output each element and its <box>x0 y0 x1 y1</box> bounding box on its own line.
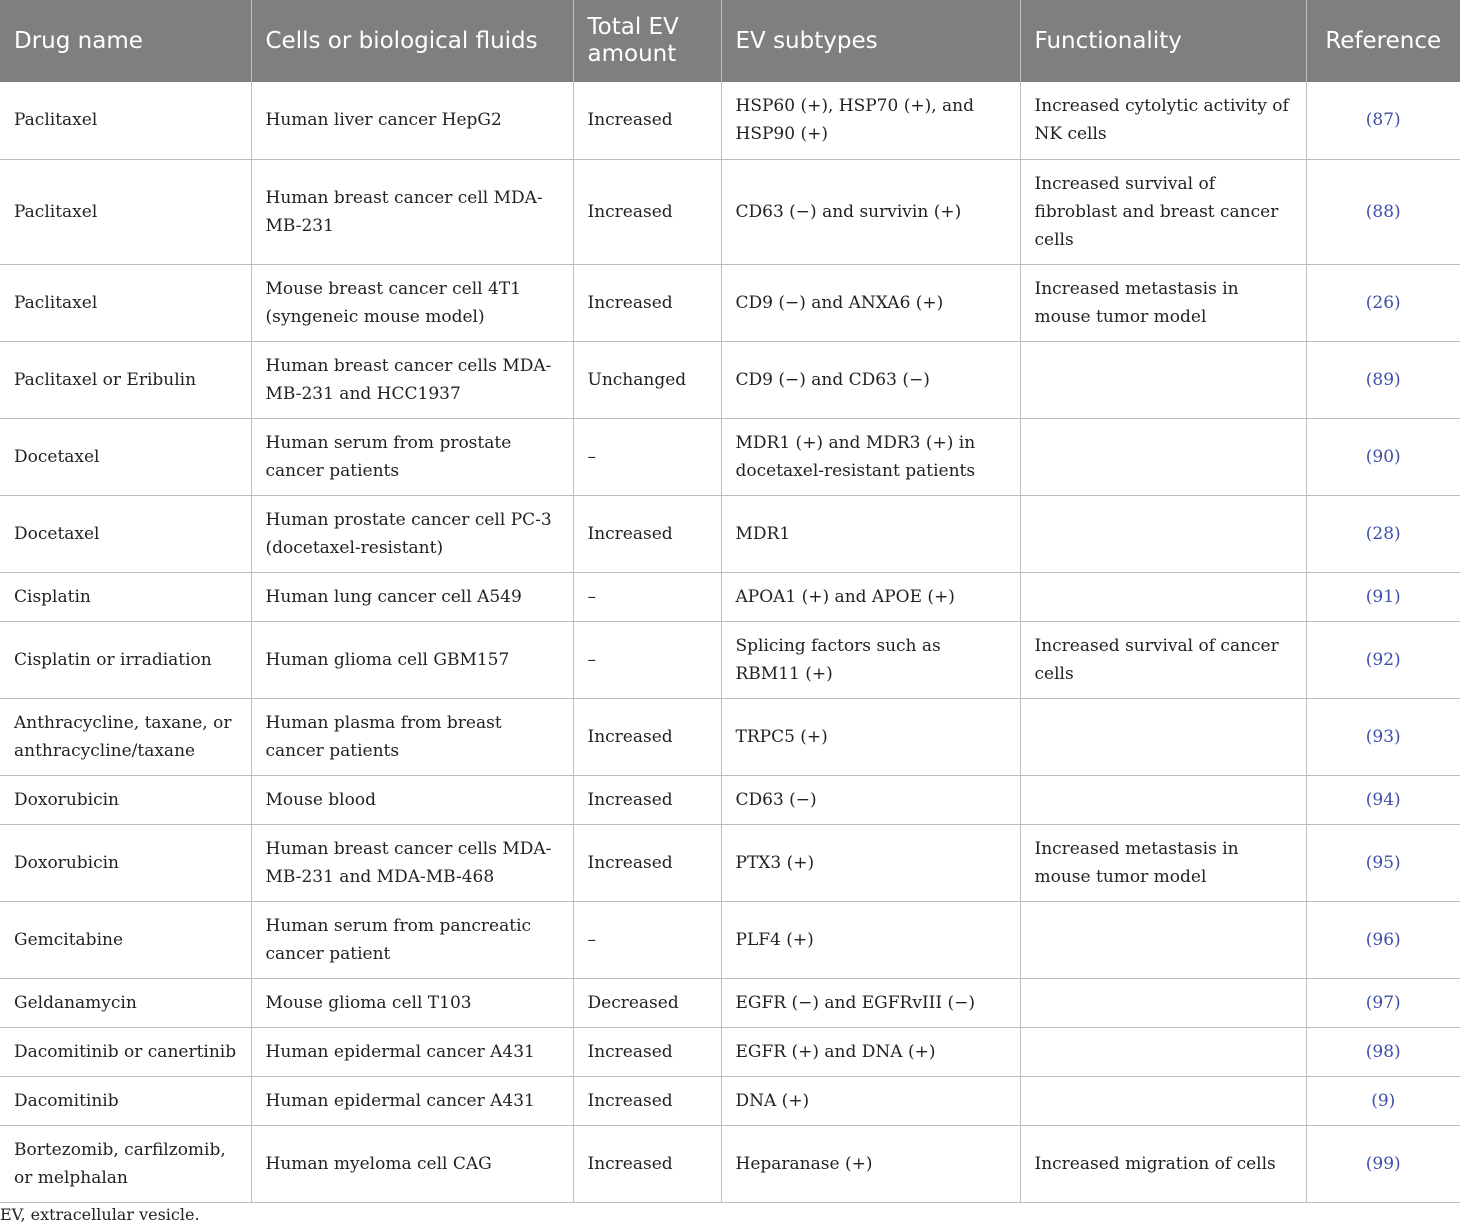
cell-ev-subtypes: EGFR (+) and DNA (+) <box>721 1027 1020 1076</box>
cell-total-ev-amount: Increased <box>573 824 721 901</box>
cell-functionality <box>1020 1076 1306 1125</box>
cell-total-ev-amount: – <box>573 621 721 698</box>
table-row <box>0 82 1460 159</box>
cell-cells-fluids: Human breast cancer cells MDA-MB-231 and HCC1937 <box>251 341 573 418</box>
cell-total-ev-amount: Increased <box>573 82 721 159</box>
cell-total-ev-amount: Increased <box>573 264 721 341</box>
cell-cells-fluids: Human liver cancer HepG2 <box>251 82 573 159</box>
cell-reference-link[interactable]: (26) <box>1306 264 1460 341</box>
cell-reference-link[interactable]: (9) <box>1306 1076 1460 1125</box>
cell-total-ev-amount: – <box>573 418 721 495</box>
cell-reference-link[interactable]: (90) <box>1306 418 1460 495</box>
cell-functionality <box>1020 775 1306 824</box>
table-row <box>0 418 1460 495</box>
cell-reference-link[interactable]: (92) <box>1306 621 1460 698</box>
cell-total-ev-amount: Increased <box>573 1125 721 1202</box>
table-row <box>0 824 1460 901</box>
table-row <box>0 1027 1460 1076</box>
table-row <box>0 159 1460 264</box>
cell-drug-name: Cisplatin <box>0 572 251 621</box>
cell-cells-fluids: Human glioma cell GBM157 <box>251 621 573 698</box>
cell-total-ev-amount: Increased <box>573 495 721 572</box>
header-reference: Reference <box>1306 0 1460 82</box>
cell-drug-name: Paclitaxel <box>0 82 251 159</box>
header-cells-fluids: Cells or biological fluids <box>251 0 573 82</box>
cell-functionality <box>1020 901 1306 978</box>
header-functionality: Functionality <box>1020 0 1306 82</box>
cell-total-ev-amount: Increased <box>573 159 721 264</box>
cell-reference-link[interactable]: (97) <box>1306 978 1460 1027</box>
cell-cells-fluids: Human myeloma cell CAG <box>251 1125 573 1202</box>
cell-ev-subtypes: CD63 (−) and survivin (+) <box>721 159 1020 264</box>
cell-drug-name: Docetaxel <box>0 495 251 572</box>
cell-drug-name: Geldanamycin <box>0 978 251 1027</box>
cell-functionality: Increased cytolytic activity of NK cells <box>1020 82 1306 159</box>
cell-functionality: Increased survival of fibroblast and breast cancer cells <box>1020 159 1306 264</box>
table-row <box>0 698 1460 775</box>
table-row <box>0 264 1460 341</box>
cell-cells-fluids: Mouse blood <box>251 775 573 824</box>
cell-cells-fluids: Human epidermal cancer A431 <box>251 1027 573 1076</box>
cell-total-ev-amount: – <box>573 572 721 621</box>
cell-total-ev-amount: – <box>573 901 721 978</box>
header-total-ev-amount: Total EV amount <box>573 0 721 82</box>
cell-ev-subtypes: Splicing factors such as RBM11 (+) <box>721 621 1020 698</box>
table-row <box>0 978 1460 1027</box>
cell-cells-fluids: Human serum from pancreatic cancer patient <box>251 901 573 978</box>
cell-drug-name: Dacomitinib <box>0 1076 251 1125</box>
cell-ev-subtypes: APOA1 (+) and APOE (+) <box>721 572 1020 621</box>
cell-cells-fluids: Human lung cancer cell A549 <box>251 572 573 621</box>
cell-drug-name: Cisplatin or irradiation <box>0 621 251 698</box>
table-row <box>0 495 1460 572</box>
cell-ev-subtypes: HSP60 (+), HSP70 (+), and HSP90 (+) <box>721 82 1020 159</box>
cell-cells-fluids: Human epidermal cancer A431 <box>251 1076 573 1125</box>
cell-reference-link[interactable]: (95) <box>1306 824 1460 901</box>
cell-ev-subtypes: CD63 (−) <box>721 775 1020 824</box>
cell-cells-fluids: Mouse breast cancer cell 4T1 (syngeneic mouse model) <box>251 264 573 341</box>
cell-cells-fluids: Mouse glioma cell T103 <box>251 978 573 1027</box>
cell-reference-link[interactable]: (89) <box>1306 341 1460 418</box>
cell-ev-subtypes: MDR1 (+) and MDR3 (+) in docetaxel-resistant patients <box>721 418 1020 495</box>
cell-reference-link[interactable]: (91) <box>1306 572 1460 621</box>
cell-functionality <box>1020 1027 1306 1076</box>
cell-reference-link[interactable]: (28) <box>1306 495 1460 572</box>
cell-ev-subtypes: CD9 (−) and ANXA6 (+) <box>721 264 1020 341</box>
cell-total-ev-amount: Increased <box>573 1027 721 1076</box>
cell-functionality <box>1020 418 1306 495</box>
table-row <box>0 1125 1460 1202</box>
cell-reference-link[interactable]: (96) <box>1306 901 1460 978</box>
cell-reference-link[interactable]: (94) <box>1306 775 1460 824</box>
cell-ev-subtypes: DNA (+) <box>721 1076 1020 1125</box>
cell-ev-subtypes: MDR1 <box>721 495 1020 572</box>
cell-functionality: Increased metastasis in mouse tumor model <box>1020 264 1306 341</box>
cell-cells-fluids: Human plasma from breast cancer patients <box>251 698 573 775</box>
cell-drug-name: Bortezomib, carfilzomib, or melphalan <box>0 1125 251 1202</box>
table-row <box>0 341 1460 418</box>
cell-drug-name: Paclitaxel <box>0 264 251 341</box>
cell-cells-fluids: Human prostate cancer cell PC-3 (docetaxel-resistant) <box>251 495 573 572</box>
cell-drug-name: Doxorubicin <box>0 824 251 901</box>
cell-reference-link[interactable]: (98) <box>1306 1027 1460 1076</box>
cell-functionality <box>1020 572 1306 621</box>
cell-drug-name: Anthracycline, taxane, or anthracycline/taxane <box>0 698 251 775</box>
cell-functionality <box>1020 495 1306 572</box>
cell-reference-link[interactable]: (88) <box>1306 159 1460 264</box>
header-ev-subtypes: EV subtypes <box>721 0 1020 82</box>
cell-reference-link[interactable]: (99) <box>1306 1125 1460 1202</box>
cell-total-ev-amount: Increased <box>573 698 721 775</box>
cell-functionality <box>1020 341 1306 418</box>
cell-total-ev-amount: Increased <box>573 775 721 824</box>
table-footnote: EV, extracellular vesicle. <box>0 1205 200 1224</box>
cell-reference-link[interactable]: (93) <box>1306 698 1460 775</box>
cell-cells-fluids: Human breast cancer cell MDA-MB-231 <box>251 159 573 264</box>
cell-functionality: Increased migration of cells <box>1020 1125 1306 1202</box>
cell-total-ev-amount: Unchanged <box>573 341 721 418</box>
table-row <box>0 1076 1460 1125</box>
table-row <box>0 621 1460 698</box>
cell-functionality: Increased metastasis in mouse tumor model <box>1020 824 1306 901</box>
cell-ev-subtypes: CD9 (−) and CD63 (−) <box>721 341 1020 418</box>
cell-reference-link[interactable]: (87) <box>1306 82 1460 159</box>
cell-ev-subtypes: PTX3 (+) <box>721 824 1020 901</box>
cell-total-ev-amount: Increased <box>573 1076 721 1125</box>
cell-ev-subtypes: EGFR (−) and EGFRvIII (−) <box>721 978 1020 1027</box>
cell-total-ev-amount: Decreased <box>573 978 721 1027</box>
cell-ev-subtypes: Heparanase (+) <box>721 1125 1020 1202</box>
cell-cells-fluids: Human serum from prostate cancer patients <box>251 418 573 495</box>
cell-drug-name: Dacomitinib or canertinib <box>0 1027 251 1076</box>
cell-drug-name: Paclitaxel <box>0 159 251 264</box>
cell-drug-name: Paclitaxel or Eribulin <box>0 341 251 418</box>
cell-ev-subtypes: TRPC5 (+) <box>721 698 1020 775</box>
header-drug-name: Drug name <box>0 0 251 82</box>
cell-cells-fluids: Human breast cancer cells MDA-MB-231 and MDA-MB-468 <box>251 824 573 901</box>
cell-drug-name: Doxorubicin <box>0 775 251 824</box>
cell-functionality: Increased survival of cancer cells <box>1020 621 1306 698</box>
cell-drug-name: Docetaxel <box>0 418 251 495</box>
cell-ev-subtypes: PLF4 (+) <box>721 901 1020 978</box>
table-header-row <box>0 0 1460 82</box>
cell-functionality <box>1020 978 1306 1027</box>
table-row <box>0 775 1460 824</box>
table-row <box>0 572 1460 621</box>
cell-functionality <box>1020 698 1306 775</box>
cell-drug-name: Gemcitabine <box>0 901 251 978</box>
table-row <box>0 901 1460 978</box>
